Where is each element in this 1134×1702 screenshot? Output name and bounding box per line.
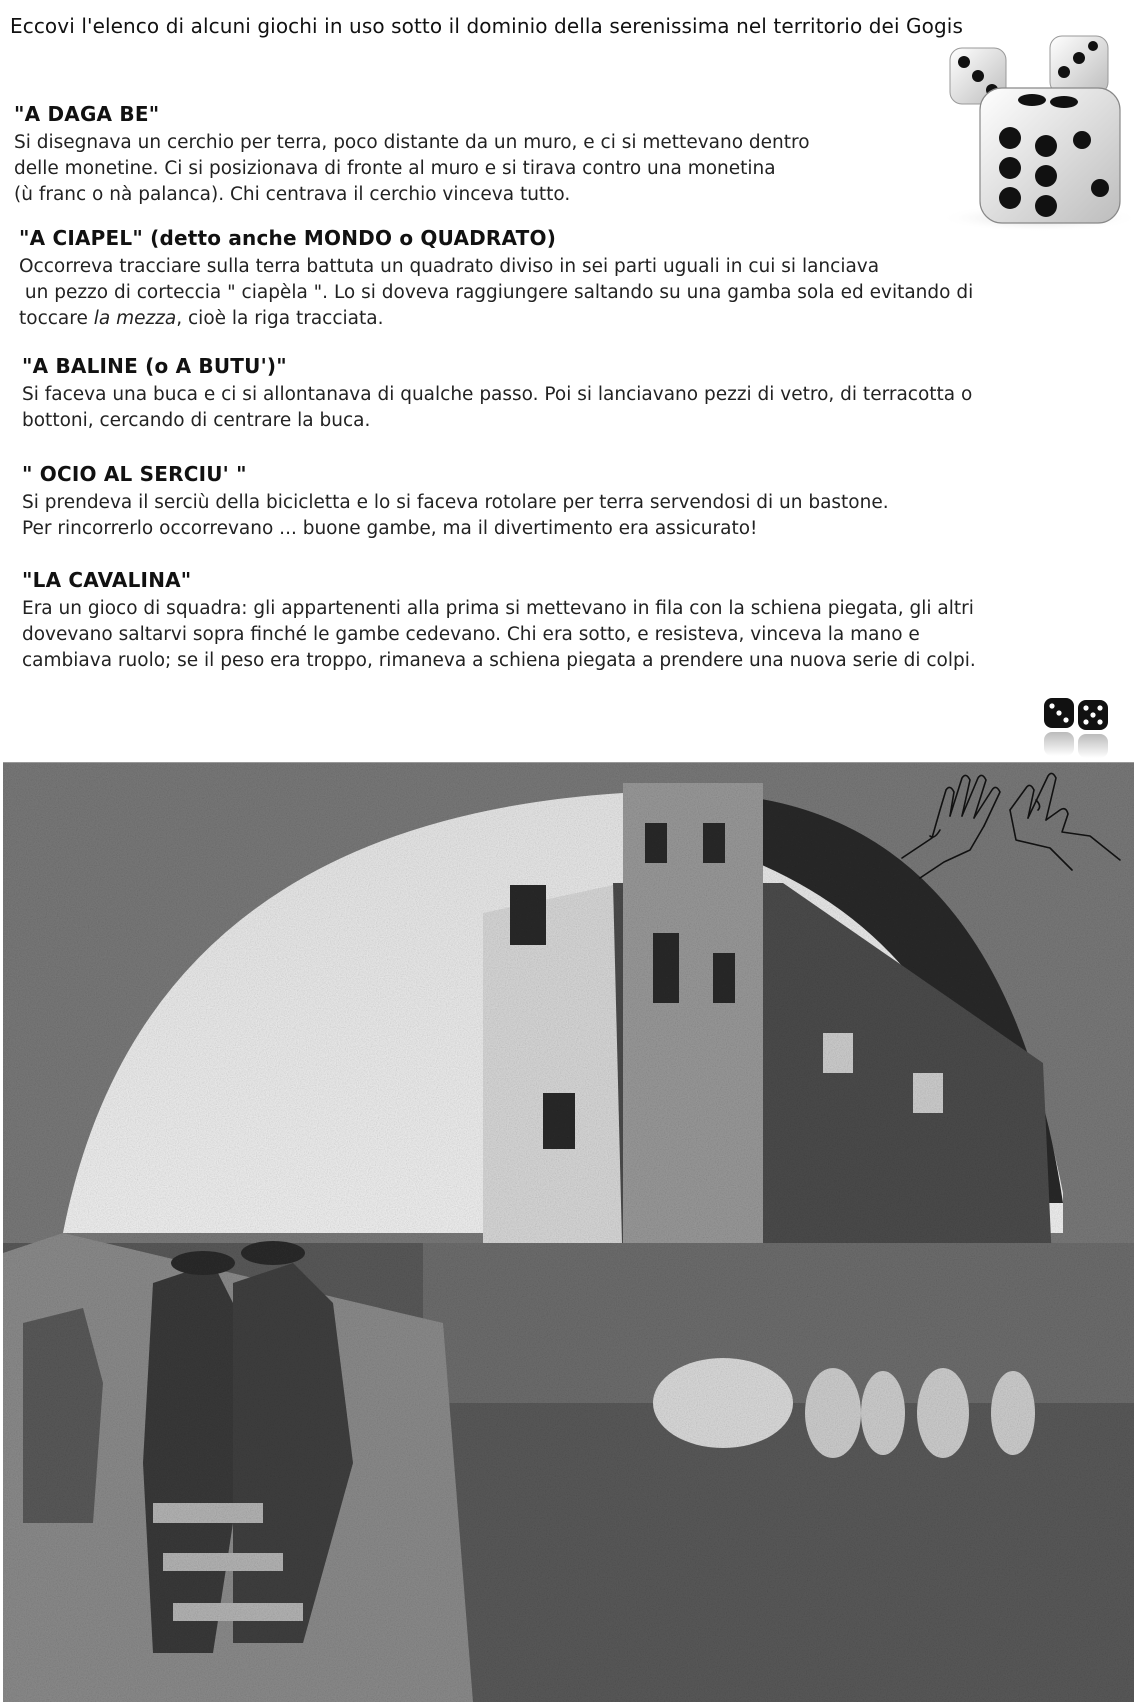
description-line: Era un gioco di squadra: gli appartenenti alla prima si mettevano in fila con la schiena piegata, gli altri xyxy=(22,598,974,619)
game-a-ciapel xyxy=(19,226,1119,332)
game-description xyxy=(22,382,1122,434)
description-line: cambiava ruolo; se il peso era troppo, rimaneva a schiena piegata a prendere una nuova serie di colpi. xyxy=(22,650,976,671)
game-title: "A DAGA BE" xyxy=(14,102,160,126)
description-line: un pezzo di corteccia " ciapèla ". Lo si doveva raggiungere saltando su una gamba sola ed evitando di xyxy=(19,282,974,303)
game-title: "LA CAVALINA" xyxy=(22,568,192,592)
description-line: Si prendeva il serciù della bicicletta e lo si faceva rotolare per terra servendosi di un bastone. xyxy=(22,492,889,513)
description-text: toccare xyxy=(19,308,94,329)
game-title: "A BALINE (o A BUTU')" xyxy=(22,354,287,378)
village-archway-painting xyxy=(3,762,1134,1702)
dice-icon xyxy=(1040,694,1116,764)
game-a-daga-be xyxy=(14,102,954,208)
description-line: Per rincorrerlo occorrevano ... buone gambe, ma il divertimento era assicurato! xyxy=(22,518,758,539)
game-title: "A CIAPEL" (detto anche MONDO o QUADRATO) xyxy=(19,226,557,250)
game-description xyxy=(14,130,954,208)
game-a-baline xyxy=(22,354,1122,434)
dice-icon xyxy=(930,28,1134,233)
description-text: , cioè la riga tracciata. xyxy=(176,308,384,329)
game-description xyxy=(22,596,1132,674)
game-ocio-al-serciu xyxy=(22,462,1122,542)
page-intro: Eccovi l'elenco di alcuni giochi in uso sotto il dominio della serenissima nel territorio dei Gogis xyxy=(10,14,963,38)
game-description xyxy=(19,254,1119,332)
description-line: dovevano saltarvi sopra finché le gambe cedevano. Chi era sotto, e resisteva, vinceva la mano e xyxy=(22,624,920,645)
game-la-cavalina xyxy=(22,568,1132,674)
game-title: " OCIO AL SERCIU' " xyxy=(22,462,247,486)
description-line: delle monetine. Ci si posizionava di fronte al muro e si tirava contro una monetina xyxy=(14,158,776,179)
description-line: (ù franc o nà palanca). Chi centrava il cerchio vinceva tutto. xyxy=(14,184,571,205)
game-description xyxy=(22,490,1122,542)
italic-term: la mezza xyxy=(93,308,177,329)
description-line: Si disegnava un cerchio per terra, poco distante da un muro, e ci si mettevano dentro xyxy=(14,132,810,153)
hands-drawing xyxy=(900,770,1130,880)
description-line xyxy=(19,308,383,329)
description-line: bottoni, cercando di centrare la buca. xyxy=(22,410,371,431)
description-line: Occorreva tracciare sulla terra battuta un quadrato diviso in sei parti uguali in cui si lanciava xyxy=(19,256,880,277)
description-line: Si faceva una buca e ci si allontanava di qualche passo. Poi si lanciavano pezzi di vetro, di terracotta o xyxy=(22,384,973,405)
